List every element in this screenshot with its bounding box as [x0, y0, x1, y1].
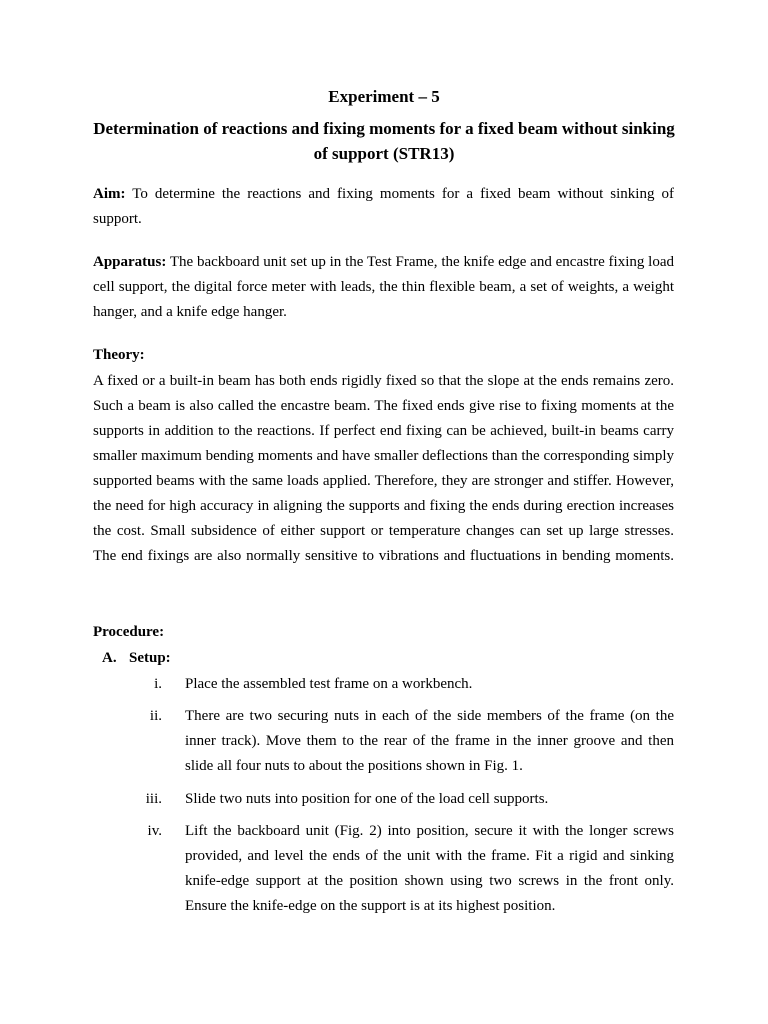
setup-number: A. — [102, 650, 117, 666]
list-item-number: iv. — [147, 823, 162, 839]
list-item-text: There are two securing nuts in each of the side members of the frame (on the inner track). Move them to the rear of the frame in the inner groove and then slide all four nuts to about the positions shown in Fig. 1. — [185, 708, 674, 774]
list-item-text: Slide two nuts into position for one of the load cell supports. — [185, 791, 549, 807]
procedure-heading: Procedure: — [93, 624, 165, 640]
theory-text: A fixed or a built-in beam has both ends rigidly fixed so that the slope at the ends remains zero. Such a beam is also called the encastre beam. The fixed ends give rise to fixing moments at the supports in addition to the reactions. If perfect end fixing can be achieved, built-in beams carry smaller maximum bending moments and have smaller deflections than the corresponding simply supported beams with the same loads applied. Therefore, they are stronger and stiffer. However, the need for high accuracy in aligning the supports and fixing the ends during erection increases the cost. Small subsidence of either support or temperature changes can set up large stresses. The end fixings are also normally sensitive to vibrations and fluctuations in bending moments. — [93, 373, 674, 564]
list-item-number: iii. — [145, 791, 162, 807]
theory-heading: Theory: — [93, 347, 145, 363]
setup-label: Setup: — [129, 650, 171, 666]
list-item-text: Lift the backboard unit (Fig. 2) into position, secure it with the longer screws provided, and level the ends of the unit with the frame. Fit a rigid and sinking knife-edge support at the position shown using two screws in the front only. Ensure the knife-edge on the support is at its highest position. — [185, 823, 674, 914]
list-item-text: Place the assembled test frame on a workbench. — [185, 676, 473, 692]
experiment-title: Experiment – 5 — [328, 87, 440, 106]
setup-subheading — [102, 647, 171, 669]
experiment-subtitle: Determination of reactions and fixing moments for a fixed beam without sinking of support (STR13) — [93, 119, 675, 163]
apparatus-label: Apparatus: — [93, 254, 167, 270]
list-item-number: ii. — [149, 708, 162, 724]
apparatus-text: The backboard unit set up in the Test Frame, the knife edge and encastre fixing load cell support, the digital force meter with leads, the thin flexible beam, a set of weights, a weight hanger, and a knife edge hanger. — [93, 254, 674, 320]
apparatus-paragraph — [93, 250, 674, 325]
list-item-number: i. — [154, 676, 162, 692]
aim-paragraph — [93, 182, 674, 232]
aim-label: Aim: — [93, 186, 126, 202]
aim-text: To determine the reactions and fixing moments for a fixed beam without sinking of support. — [93, 186, 674, 227]
